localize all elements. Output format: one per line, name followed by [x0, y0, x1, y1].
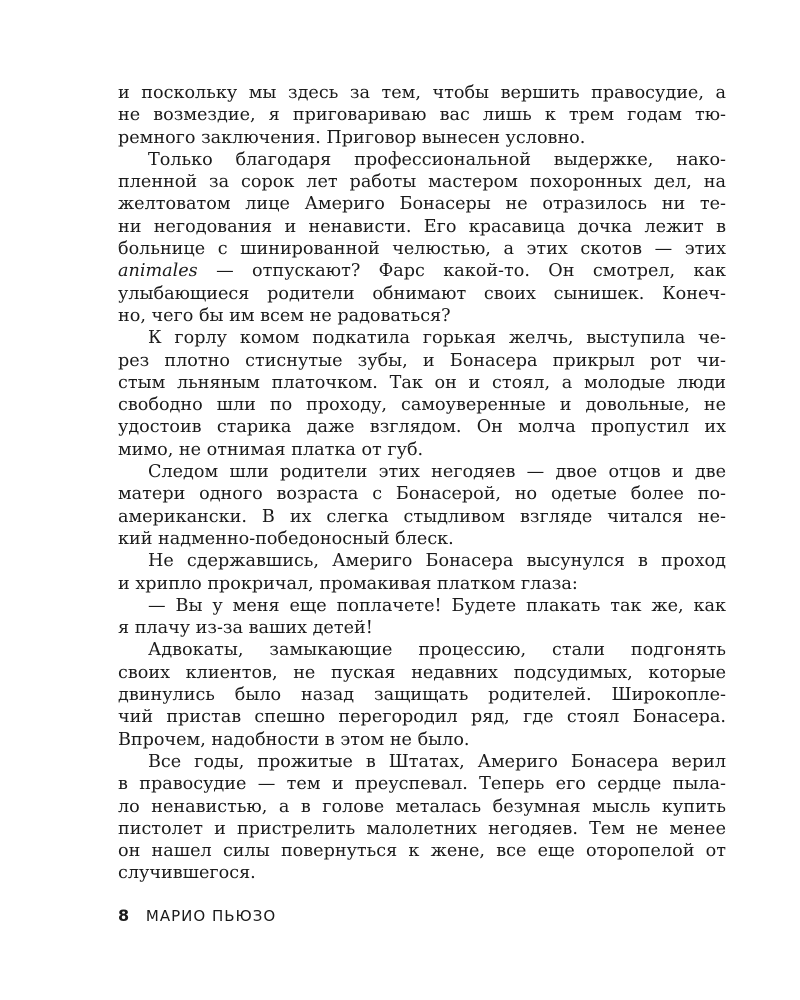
text-line: больнице с шинированной челюстью, а этих скотов — этих [118, 239, 726, 260]
text-line: свободно шли по проходу, самоуверенные и довольные, не [118, 395, 726, 416]
text-line: К горлу комом подкатила горькая желчь, выступила че- [148, 328, 726, 349]
text-line: улыбающиеся родители обнимают своих сынишек. Конеч- [118, 283, 726, 304]
text-line: Не сдержавшись, Америго Бонасера высунулся в проход [148, 551, 726, 572]
text-line: стым льняным платочком. Так он и стоял, а молодые люди [118, 372, 726, 393]
page-number: 8 [118, 906, 131, 925]
book-page-body [118, 82, 726, 885]
text-line: Все годы, прожитые в Штатах, Америго Бонасера верил [148, 751, 726, 772]
text-line: американски. В их слегка стыдливом взгляде читался не- [118, 506, 726, 527]
text-line: ни негодования и ненависти. Его красавица дочка лежит в [118, 216, 726, 237]
text-line: ло ненавистью, а в голове металась безумная мысль купить [118, 796, 726, 817]
text-line: но, чего бы им всем не радоваться? [118, 305, 451, 326]
text-line: пистолет и пристрелить малолетних негодяев. Тем не менее [118, 818, 726, 839]
text-line: Впрочем, надобности в этом не было. [118, 729, 470, 750]
running-footer [118, 906, 276, 925]
text-line: двинулись было назад защищать родителей. Широкопле- [118, 685, 726, 706]
text-line: — Вы у меня еще поплачете! Будете плакать так же, как [148, 595, 726, 616]
text-line: своих клиентов, не пуская недавних подсудимых, которые [118, 662, 726, 683]
text-line: удостоив старика даже взглядом. Он молча пропустил их [118, 417, 726, 438]
text-line: Адвокаты, замыкающие процессию, стали подгонять [148, 640, 726, 661]
text-line: я плачу из-за ваших детей! [118, 618, 373, 639]
running-author: МАРИО ПЬЮЗО [145, 907, 277, 925]
text-line: случившегося. [118, 863, 256, 884]
text-line: мимо, не отнимая платка от губ. [118, 439, 424, 460]
text-line: и поскольку мы здесь за тем, чтобы вершить правосудие, а [118, 83, 726, 103]
text-line: animales — отпускают? Фарс какой-то. Он смотрел, как [118, 261, 726, 282]
text-line: чий пристав спешно перегородил ряд, где стоял Бонасера. [118, 707, 726, 728]
text-line: он нашел силы повернуться к жене, все еще оторопелой от [118, 841, 726, 862]
text-line: ремного заключения. Приговор вынесен условно. [118, 127, 586, 148]
text-line: матери одного возраста с Бонасерой, но одетые более по- [118, 484, 726, 505]
text-line: и хрипло прокричал, промакивая платком глаза: [118, 573, 578, 594]
text-line: в правосудие — тем и преуспевал. Теперь его сердце пыла- [118, 774, 726, 795]
text-line: Следом шли родители этих негодяев — двое отцов и две [148, 462, 726, 483]
text-line: пленной за сорок лет работы мастером похоронных дел, на [118, 172, 726, 193]
text-line: кий надменно-победоносный блеск. [118, 528, 454, 549]
text-line: Только благодаря профессиональной выдержке, нако- [148, 149, 726, 170]
text-line: не возмездие, я приговариваю вас лишь к трем годам тю- [118, 105, 726, 126]
text-line: рез плотно стиснутые зубы, и Бонасера прикрыл рот чи- [118, 350, 726, 371]
text-line: желтоватом лице Америго Бонасеры не отразилось ни те- [118, 194, 726, 215]
